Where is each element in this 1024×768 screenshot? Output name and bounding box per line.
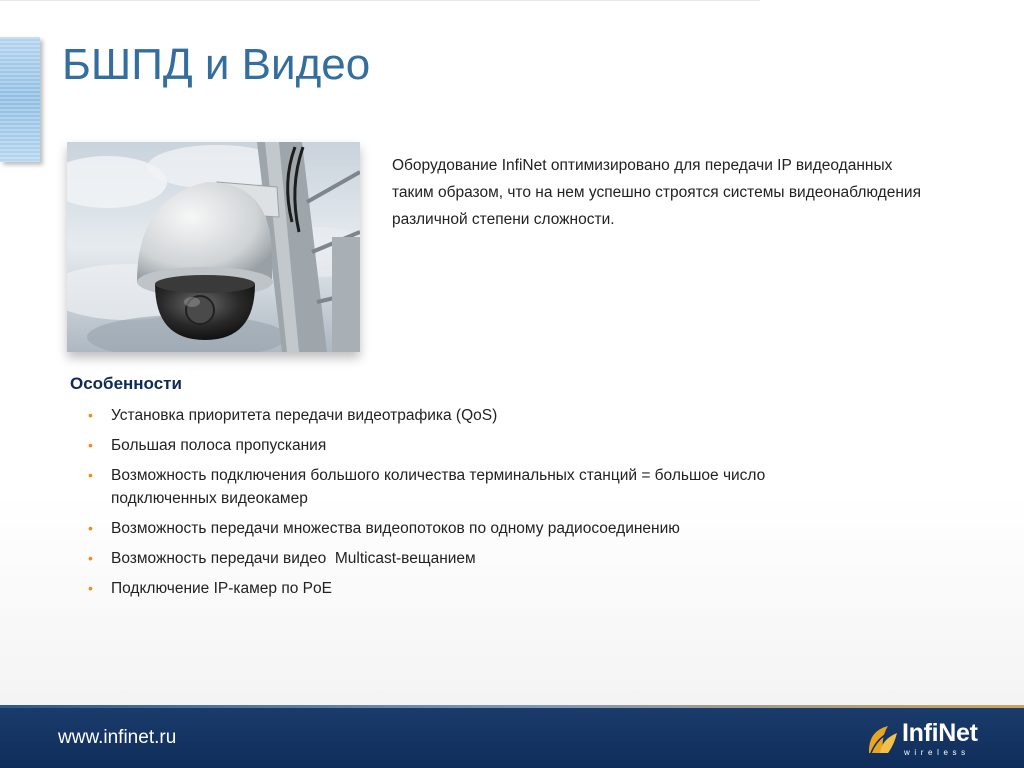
slide-description: Оборудование InfiNet оптимизировано для передачи IP видеоданных таким образом, что на нем успешно строятся системы видеонаблюдения различной степени сложности. (392, 157, 921, 228)
bullet-icon: • (88, 550, 93, 566)
list-item-text: Возможность передачи множества видеопотоков по одному радиосоединению (111, 520, 680, 537)
dome-camera-photo (67, 142, 360, 352)
dome-camera-illustration (67, 142, 360, 352)
bullet-icon: • (88, 437, 93, 453)
bullet-icon: • (88, 520, 93, 536)
list-item-text: Возможность передачи видео Multicast-вещанием (111, 550, 476, 567)
footer-bar (0, 705, 1024, 768)
infinet-logo (866, 721, 1001, 761)
features-heading: Особенности (70, 374, 182, 393)
list-item (88, 464, 768, 510)
list-item-text: Подключение IP-камер по PoE (111, 580, 332, 597)
bullet-icon: • (88, 467, 93, 483)
list-item (88, 517, 768, 540)
top-divider (0, 0, 760, 1)
bullet-icon: • (88, 580, 93, 596)
list-item-text: Возможность подключения большого количества терминальных станций = большое число подключенных видеокамер (111, 467, 766, 507)
logo-subtitle: wireless (904, 748, 970, 757)
list-item (88, 434, 768, 457)
bullet-icon: • (88, 407, 93, 423)
list-item (88, 404, 768, 427)
list-item (88, 547, 768, 570)
list-item-text: Установка приоритета передачи видеотрафика (QoS) (111, 407, 498, 424)
slide-title: БШПД и Видео (62, 40, 371, 89)
title-accent-bar (0, 37, 40, 162)
footer-divider (0, 705, 1024, 708)
logo-brand: InfiNet (902, 719, 978, 747)
website-link[interactable]: www.infinet.ru (58, 727, 177, 748)
features-list (88, 404, 768, 607)
infinet-leaf-icon (866, 723, 900, 757)
list-item-text: Большая полоса пропускания (111, 437, 327, 454)
list-item (88, 577, 768, 600)
